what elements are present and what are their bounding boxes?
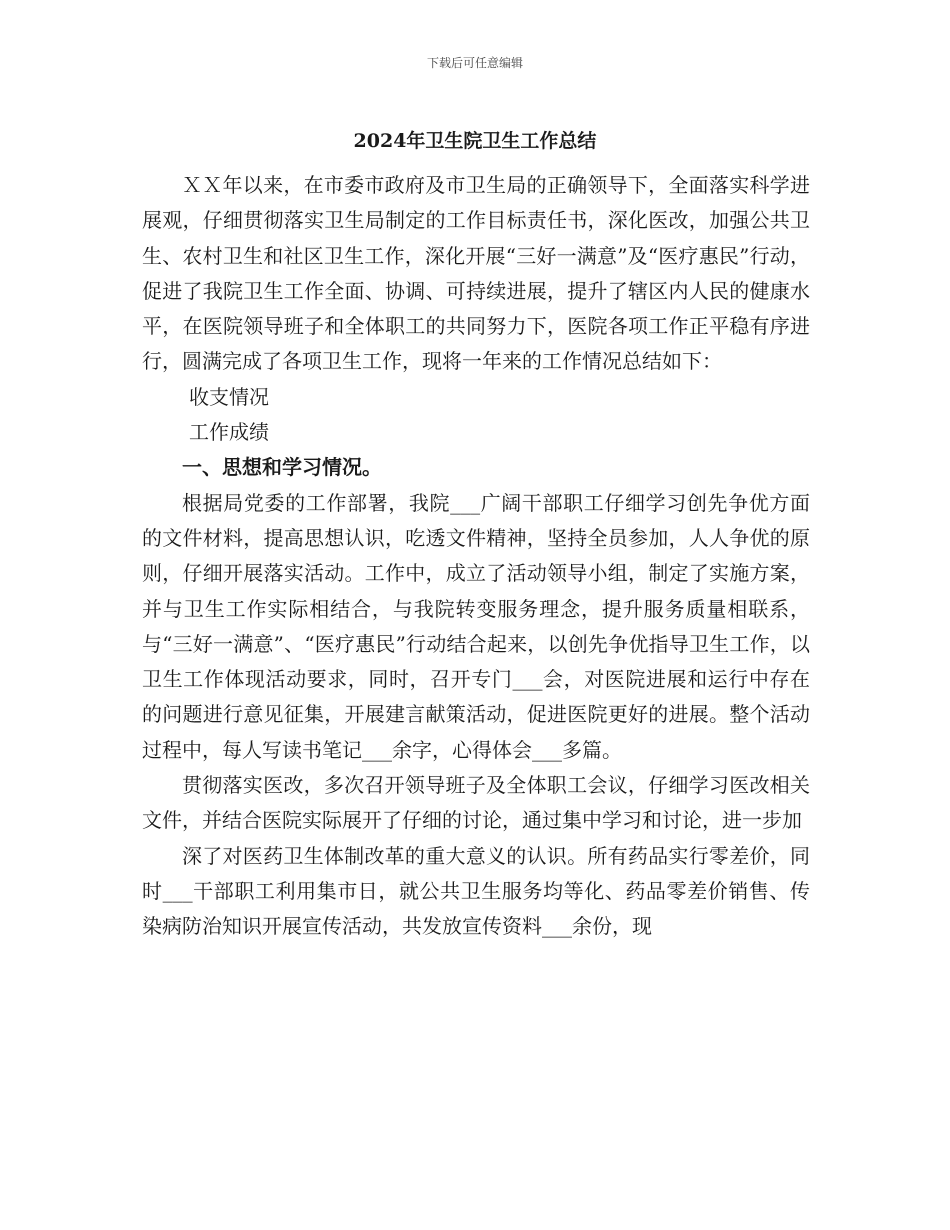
body-paragraph: 根据局党委的工作部署，我院___广阔干部职工仔细学习创先争优方面的文件材料，提高思想认识，吃透文件精神，坚持全员参加，人人争优的原则，仔细开展落实活动。工作中，成立了活动领导小组，制定了实施方案，并与卫生工作实际相结合，与我院转变服务理念，提升服务质量相联系，与“三好一满意”、“医疗惠民”行动结合起来，以创先争优指导卫生工作，以卫生工作体现活动要求，同时，召开专门___会，对医院进展和运行中存在的问题进行意见征集，开展建言献策活动，促进医院更好的进展。整个活动过程中，每人写读书笔记___余字，心得体会___多篇。 (142, 490, 810, 762)
page-header-note: 下载后可任意编辑 (426, 56, 523, 70)
body-paragraph: 深了对医药卫生体制改革的重大意义的认识。所有药品实行零差价，同时___干部职工利用集市日，就公共卫生服务均等化、药品零差价销售、传染病防治知识开展宣传活动，共发放宣传资料___余份，现 (142, 843, 810, 939)
intro-paragraph: ＸＸ年以来，在市委市政府及市卫生局的正确领导下，全面落实科学进展观，仔细贯彻落实卫生局制定的工作目标责任书，深化医改，加强公共卫生、农村卫生和社区卫生工作，深化开展“三好一满意”及“医疗惠民”行动，促进了我院卫生工作全面、协调、可持续进展，提升了辖区内人民的健康水平，在医院领导班子和全体职工的共同努力下，医院各项工作正平稳有序进行，圆满完成了各项卫生工作，现将一年来的工作情况总结如下： (142, 173, 810, 374)
section-item-achievements: 工作成绩 (189, 420, 269, 445)
section-item-income-expense: 收支情况 (189, 384, 269, 409)
document-body (142, 168, 810, 945)
section-heading-thought-study: 一、思想和学习情况。 (182, 455, 382, 480)
body-paragraph: 贯彻落实医改，多次召开领导班子及全体职工会议，仔细学习医改相关文件，并结合医院实际展开了仔细的讨论，通过集中学习和讨论，进一步加 (142, 773, 810, 833)
document-title: 2024年卫生院卫生工作总结 (353, 130, 597, 152)
